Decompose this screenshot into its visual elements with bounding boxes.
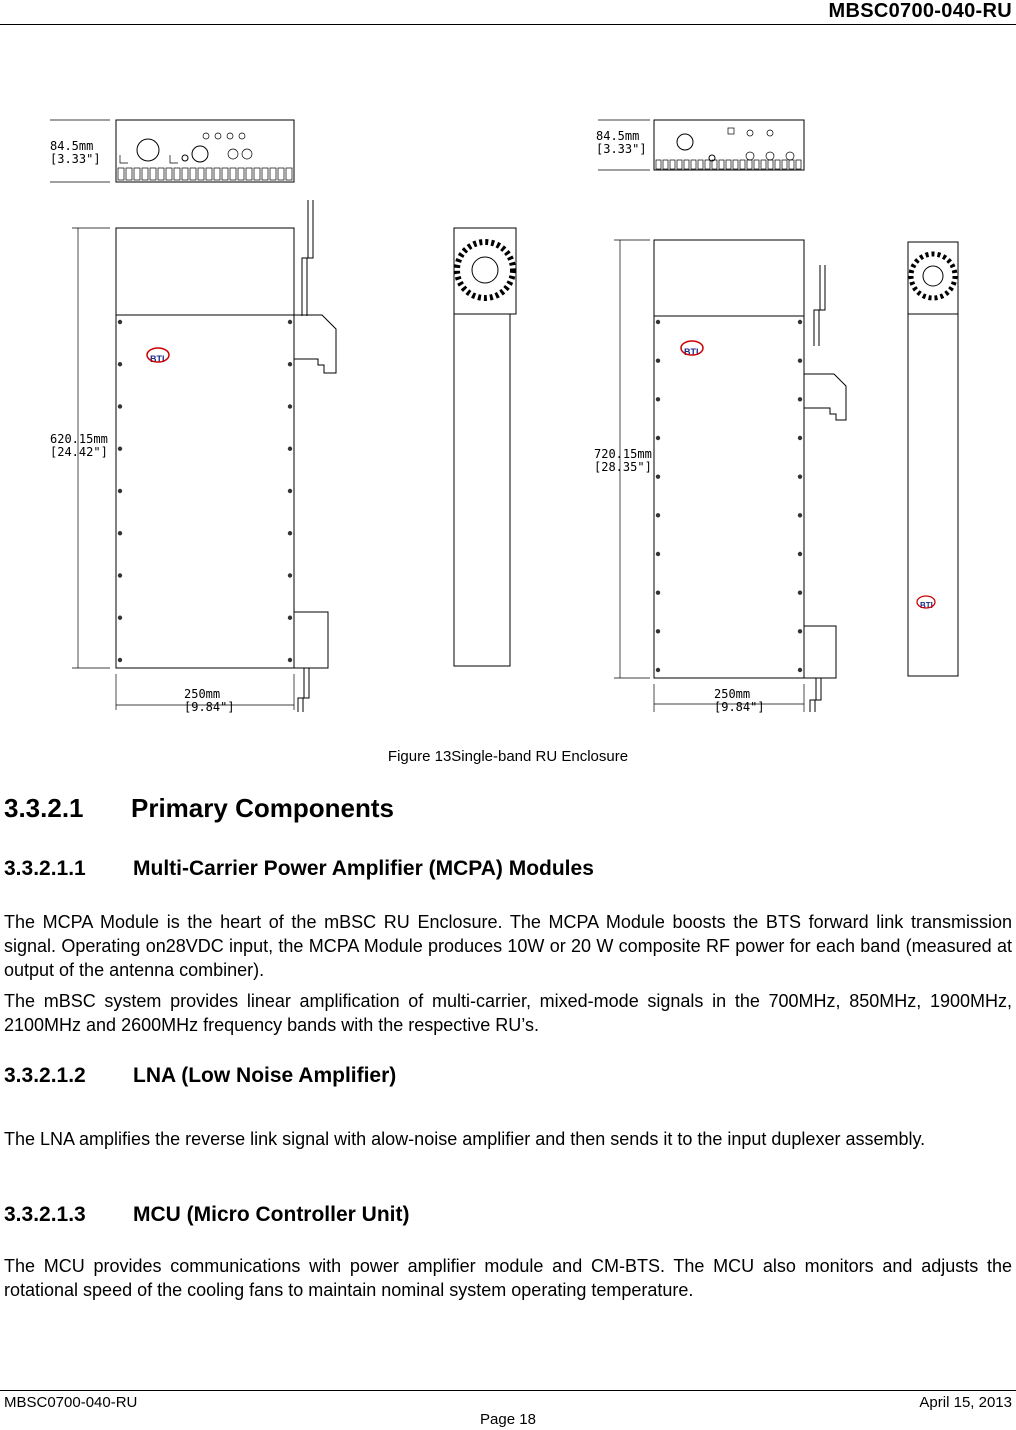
heatsink-fin	[698, 160, 703, 169]
screw	[288, 320, 292, 324]
screw	[798, 358, 802, 362]
screw	[118, 531, 122, 535]
screw	[798, 436, 802, 440]
heatsink-fin	[246, 168, 252, 180]
heatsink-fin	[182, 168, 188, 180]
heatsink-fin	[684, 160, 689, 169]
footer-rule	[0, 1390, 1016, 1391]
screw	[118, 404, 122, 408]
heatsink-fin	[705, 160, 710, 169]
screw	[798, 552, 802, 556]
subsection-number: 3.3.2.1.3	[4, 1203, 86, 1226]
subsection-title: MCU (Micro Controller Unit)	[133, 1203, 410, 1226]
subsection-number: 3.3.2.1.2	[4, 1064, 86, 1087]
heatsink-fin	[747, 160, 752, 169]
left-top-dim-mm: 84.5mm	[50, 139, 94, 153]
right-top-dim-in: [3.33"]	[596, 142, 647, 156]
screw	[288, 616, 292, 620]
right-side-view	[908, 242, 958, 676]
heatsink-fin	[198, 168, 204, 180]
side-bti-logo: BTI	[920, 601, 933, 610]
left-side-view	[454, 228, 516, 666]
screw	[798, 397, 802, 401]
subsection-heading-mcu	[4, 1203, 409, 1227]
right-front-screws	[656, 320, 802, 672]
heatsink-fin	[206, 168, 212, 180]
heatsink-fin	[286, 168, 292, 180]
heatsink-fin	[230, 168, 236, 180]
heatsink-fin	[254, 168, 260, 180]
heatsink-fin	[656, 160, 661, 169]
screw	[118, 447, 122, 451]
heatsink-fin	[262, 168, 268, 180]
heatsink-fin	[214, 168, 220, 180]
heatsink-fin	[278, 168, 284, 180]
heatsink-fin	[150, 168, 156, 180]
screw	[656, 590, 660, 594]
screw	[656, 474, 660, 478]
right-height-dim-mm: 720.15mm	[594, 447, 652, 461]
left-front-view	[116, 200, 336, 712]
left-width-dim-in: [9.84"]	[184, 700, 235, 714]
screw	[288, 404, 292, 408]
heatsink-fin	[782, 160, 787, 169]
heatsink-fin	[768, 160, 773, 169]
screw	[288, 531, 292, 535]
paragraph-mcu: The MCU provides communications with power amplifier module and CM-BTS. The MCU also monitors and adjusts the rotational speed of the cooling fans to maintain nominal system operating temperature.	[4, 1256, 1012, 1300]
screw	[118, 658, 122, 662]
heatsink-fin	[238, 168, 244, 180]
heatsink-fin	[761, 160, 766, 169]
right-heatsink-fins	[656, 160, 801, 169]
page-header	[0, 0, 1016, 25]
left-top-panel	[116, 120, 294, 182]
left-width-dim-mm: 250mm	[184, 687, 221, 701]
left-front-screws	[118, 320, 292, 662]
screw	[118, 362, 122, 366]
screw	[288, 447, 292, 451]
screw	[288, 489, 292, 493]
heatsink-fin	[663, 160, 668, 169]
right-bti-logo: BTI	[684, 347, 699, 357]
heatsink-fin	[740, 160, 745, 169]
section-title: Primary Components	[131, 793, 394, 823]
left-height-dim-mm: 620.15mm	[50, 432, 108, 446]
left-height-dim-in: [24.42"]	[50, 445, 108, 459]
footer-doc-id: MBSC0700-040-RU	[4, 1394, 138, 1411]
left-top-dim-in: [3.33"]	[50, 152, 101, 166]
screw	[118, 320, 122, 324]
heatsink-fin	[166, 168, 172, 180]
heatsink-fin	[789, 160, 794, 169]
heatsink-fin	[796, 160, 801, 169]
right-height-dim-in: [28.35"]	[594, 460, 652, 474]
subsection-heading-mcpa	[4, 857, 594, 881]
screw	[656, 513, 660, 517]
heatsink-fin	[222, 168, 228, 180]
heatsink-fin	[670, 160, 675, 169]
heatsink-fin	[118, 168, 124, 180]
subsection-heading-lna	[4, 1064, 396, 1088]
left-heatsink-fins	[118, 168, 292, 180]
enclosure-figure	[20, 100, 996, 725]
screw	[798, 474, 802, 478]
heatsink-fin	[174, 168, 180, 180]
right-front-view	[654, 240, 846, 712]
footer-date: April 15, 2013	[919, 1394, 1012, 1411]
right-width-dim-mm: 250mm	[714, 687, 751, 701]
enclosure-drawing	[20, 100, 996, 725]
heatsink-fin	[691, 160, 696, 169]
right-top-panel	[654, 120, 804, 170]
heatsink-fin	[190, 168, 196, 180]
screw	[118, 616, 122, 620]
heatsink-fin	[754, 160, 759, 169]
subsection-title: Multi-Carrier Power Amplifier (MCPA) Modules	[133, 857, 594, 880]
footer-page-number: Page 18	[480, 1411, 536, 1428]
paragraph-mcpa-1: The MCPA Module is the heart of the mBSC RU Enclosure. The MCPA Module boosts the BTS forward link transmission signal. Operating on28VDC input, the MCPA Module produces 10W or 20 W composite RF power for each band (measured at output of the antenna combiner).	[4, 912, 1012, 980]
paragraph-mcpa-2: The mBSC system provides linear amplification of multi-carrier, mixed-mode signals in the 700MHz, 850MHz, 1900MHz, 2100MHz and 2600MHz frequency bands with the respective RU’s.	[4, 991, 1012, 1035]
header-title: MBSC0700-040-RU	[828, 0, 1012, 22]
heatsink-fin	[719, 160, 724, 169]
screw	[798, 629, 802, 633]
screw	[288, 362, 292, 366]
subsection-number: 3.3.2.1.1	[4, 857, 86, 880]
screw	[656, 552, 660, 556]
screw	[656, 358, 660, 362]
subsection-title: LNA (Low Noise Amplifier)	[133, 1064, 397, 1087]
screw	[798, 320, 802, 324]
heatsink-fin	[142, 168, 148, 180]
heatsink-fin	[733, 160, 738, 169]
screw	[798, 513, 802, 517]
heatsink-fin	[775, 160, 780, 169]
section-number: 3.3.2.1	[4, 793, 84, 823]
right-top-dim-mm: 84.5mm	[596, 129, 640, 143]
figure-caption: Figure 13Single-band RU Enclosure	[387, 748, 629, 765]
heatsink-fin	[677, 160, 682, 169]
heatsink-fin	[726, 160, 731, 169]
screw	[288, 658, 292, 662]
heatsink-fin	[134, 168, 140, 180]
screw	[656, 668, 660, 672]
screw	[118, 489, 122, 493]
heatsink-fin	[158, 168, 164, 180]
section-heading	[4, 793, 394, 824]
heatsink-fin	[126, 168, 132, 180]
paragraph-lna: The LNA amplifies the reverse link signal with alow-noise amplifier and then sends it to the input duplexer assembly.	[4, 1129, 926, 1149]
screw	[798, 668, 802, 672]
left-bti-logo: BTI	[150, 354, 165, 364]
screw	[656, 397, 660, 401]
heatsink-fin	[270, 168, 276, 180]
screw	[656, 320, 660, 324]
screw	[798, 590, 802, 594]
screw	[656, 436, 660, 440]
screw	[118, 573, 122, 577]
right-width-dim-in: [9.84"]	[714, 700, 765, 714]
screw	[288, 573, 292, 577]
screw	[656, 629, 660, 633]
